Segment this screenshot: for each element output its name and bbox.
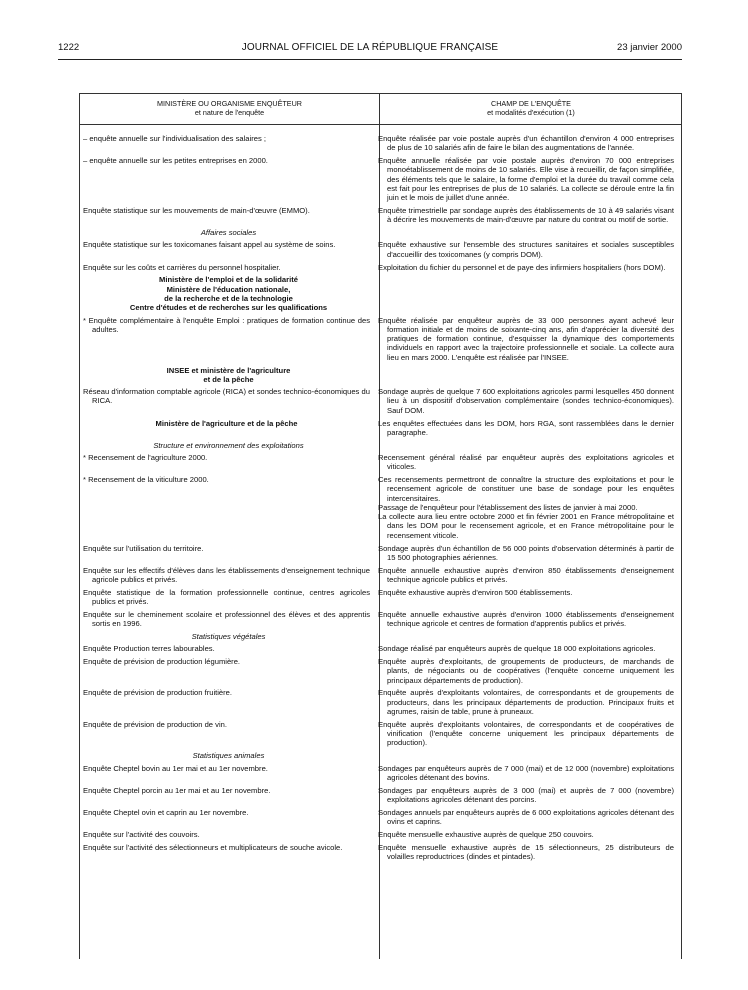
survey-scope: [374, 786, 674, 805]
survey-scope-text: Enquête réalisée par voie postale auprès d'un échantillon d'environ 4 000 entreprises de plus de 10 salariés afin de faire le bilan des augmentations de l'année.: [378, 134, 674, 153]
survey-scope: [374, 263, 674, 272]
column-header-rule: [79, 124, 682, 125]
survey-scope: [374, 566, 674, 585]
survey-name: * Recensement de l'agriculture 2000.: [83, 452, 208, 462]
survey-scope-text: Enquête trimestrielle par sondage auprès des établissements de 10 à 49 salariés visant à décrire les mouvements de main-d'œuvre par nature du contrat ou motif de sortie.: [378, 206, 674, 225]
survey-scope-text: La collecte aura lieu entre octobre 2000 et fin février 2001 en France métropolitaine et dans les DOM pour le recensement agricole, et en France métropolitaine pour le recensement viticole.: [378, 512, 674, 540]
section-heading: [83, 366, 374, 385]
table-row: [83, 610, 678, 629]
survey-scope: [374, 808, 674, 827]
survey-scope: [374, 453, 674, 472]
survey-name: Enquête Cheptel bovin au 1er mai et au 1er novembre.: [83, 763, 268, 773]
section-heading: [83, 275, 374, 312]
survey-scope-text: Les enquêtes effectuées dans les DOM, hors RGA, sont rassemblées dans le dernier paragraphe.: [378, 418, 674, 437]
survey-scope: [374, 240, 674, 259]
table-row: [83, 830, 678, 839]
survey-scope-text: Enquête annuelle exhaustive auprès d'environ 1000 établissements d'enseignement technique agricole et centres de formation d'apprentis publics et privés.: [378, 609, 674, 629]
table-row: [83, 657, 678, 685]
survey-scope-text: Sondages par enquêteurs auprès de 3 000 (mai) et auprès de 7 000 (novembre) exploitations agricoles détenant des porcins.: [378, 785, 674, 804]
survey-scope-text: Enquête auprès d'exploitants volontaires, de correspondants et de coopératives de vinification (l'enquête concerne uniquement les principaux départements de production).: [378, 719, 674, 748]
survey-scope-text: Ces recensements permettront de connaître la structure des exploitations et pour le recensement agricole de constituer une base de sondage pour les enquêtes intercensitaires.: [378, 475, 674, 503]
survey-scope-text: Sondage auprès de quelque 7 600 exploitations agricoles parmi lesquelles 450 donnent lieu à un dispositif d'observation complémentaire (sondes technico-économiques). Sauf DOM.: [378, 387, 674, 415]
survey-scope-text: Sondages par enquêteurs auprès de 7 000 (mai) et de 12 000 (novembre) exploitations agricoles détenant des bovins.: [378, 763, 674, 782]
section-heading-line: Ministère de l'emploi et de la solidarité: [159, 275, 298, 285]
table-row: [83, 566, 678, 585]
header-rule: [58, 59, 682, 60]
survey-name: Enquête sur l'activité des couvoirs.: [83, 829, 200, 839]
table-row: [83, 720, 678, 748]
survey-scope: [374, 830, 674, 839]
journal-title: JOURNAL OFFICIEL DE LA RÉPUBLIQUE FRANÇAISE: [241, 42, 499, 53]
survey-scope: [374, 206, 674, 225]
survey-scope: [374, 134, 674, 153]
survey-scope: [374, 610, 674, 629]
section-heading-text: Statistiques végétales: [191, 631, 266, 641]
survey-scope-text: Sondage réalisé par enquêteurs auprès de quelque 18 000 exploitations agricoles.: [378, 644, 656, 654]
survey-scope: [374, 644, 674, 653]
survey-scope-text: Passage de l'enquêteur pour l'établissement des listes de janvier à mai 2000.: [378, 502, 638, 512]
section-heading: [83, 632, 374, 641]
survey-scope-text: Enquête annuelle exhaustive auprès d'environ 850 établissements d'enseignement technique agricole publics et privés.: [378, 565, 674, 584]
section-heading-line: de la recherche et de la technologie: [164, 293, 293, 303]
column-header-right-title: CHAMP DE L'ENQUÊTE: [491, 99, 571, 108]
column-header-left-title: MINISTÈRE OU ORGANISME ENQUÊTEUR: [157, 99, 302, 108]
survey-scope-text: Enquête auprès d'exploitants volontaires, de correspondants et de groupements de producteurs, dans les principaux départements de production. Principaux fruits et agrumes, raisin de table, prune à pruneaux.: [378, 688, 674, 717]
survey-scope-text: Enquête auprès d'exploitants, de groupements de producteurs, de marchands de plants, de négociants ou de coopératives (l'enquête concerne uniquement les principaux départements de production).: [378, 657, 674, 685]
survey-name: Enquête Production terres labourables.: [83, 644, 215, 654]
survey-scope-text: Exploitation du fichier du personnel et de paye des infirmiers hospitaliers (hors DOM).: [378, 262, 666, 272]
section-heading: [83, 441, 374, 450]
survey-name: Réseau d'information comptable agricole (RICA) et sondes technico-économiques du RICA.: [83, 387, 370, 406]
survey-scope-text: Enquête réalisée par enquêteur auprès de 33 000 personnes ayant achevé leur formation initiale et de moins de soixante-cinq ans, afin d'apprécier la diversité des pratiques de formation continue, d'esquisser la dynamique des comportements individuels en rapport avec la trajectoire professionnelle et sociale. La collecte aura lieu en mars 2000. L'enquête est réalisée par l'INSEE.: [378, 315, 674, 362]
survey-scope: [374, 588, 674, 607]
survey-name: * Recensement de la viticulture 2000.: [83, 475, 209, 484]
survey-scope: [374, 387, 674, 415]
survey-scope: [374, 316, 674, 362]
survey-name: Enquête de prévision de production légumière.: [83, 657, 241, 667]
survey-scope: [374, 843, 674, 862]
table-body: [83, 134, 678, 865]
survey-scope-text: Enquête annuelle réalisée par voie postale auprès d'environ 70 000 entreprises monoétablissement de moins de 10 salariés. Elle vise à recueillir, de façon simplifiée, des éléments tels que le salaire, la forme d'emploi et la durée du travail comme cela est fait pour les entreprises de plus de 10 salariés. La collecte se déroule entre la fin juin et le mois de juillet d'une année.: [378, 156, 674, 203]
column-header-left-subtitle: et nature de l'enquête: [194, 108, 265, 117]
table-row: [83, 843, 678, 862]
table-row: [83, 316, 678, 362]
table-row: [83, 644, 678, 653]
table-row: [83, 134, 678, 153]
table-row: [83, 544, 678, 563]
survey-name: Enquête sur le cheminement scolaire et professionnel des élèves et des apprentis sortis en 1996.: [83, 609, 370, 629]
survey-scope-text: Sondages annuels par enquêteurs auprès de 6 000 exploitations agricoles détenant des ovins et caprins.: [378, 807, 674, 826]
survey-name: Enquête sur les coûts et carrières du personnel hospitalier.: [83, 262, 281, 272]
table-row: [83, 206, 678, 225]
survey-name: Enquête Cheptel porcin au 1er mai et au 1er novembre.: [83, 785, 271, 795]
section-heading-text: Affaires sociales: [200, 228, 257, 238]
table-row: [83, 263, 678, 272]
section-heading-line: INSEE et ministère de l'agriculture: [166, 365, 291, 375]
survey-scope: [374, 475, 674, 540]
survey-name: * Enquête complémentaire à l'enquête Emploi : pratiques de formation continue des adultes.: [83, 315, 370, 334]
survey-scope: [374, 419, 674, 438]
table-row: [83, 387, 678, 415]
table-row: [83, 156, 678, 202]
survey-scope: [374, 764, 674, 783]
survey-name: Enquête de prévision de production fruitière.: [83, 688, 233, 698]
survey-name: Enquête statistique sur les toxicomanes faisant appel au système de soins.: [83, 240, 336, 250]
ministry-heading: Ministère de l'agriculture et de la pêche: [155, 418, 298, 428]
table-row: [83, 808, 678, 827]
survey-name: Enquête sur l'utilisation du territoire.: [83, 543, 204, 553]
table-row: [83, 475, 678, 540]
survey-scope-text: Enquête mensuelle exhaustive auprès de quelque 250 couvoirs.: [378, 829, 594, 839]
table-row: [83, 588, 678, 607]
section-heading-line: Centre d'études et de recherches sur les qualifications: [129, 303, 328, 313]
survey-name: Enquête de prévision de production de vin.: [83, 719, 227, 729]
survey-name: Enquête statistique de la formation professionnelle continue, centres agricoles publics et privés.: [83, 587, 370, 607]
table-row: [83, 764, 678, 783]
survey-name: – enquête annuelle sur les petites entreprises en 2000.: [83, 156, 268, 166]
section-heading-line: et de la pêche: [203, 374, 254, 384]
column-header-right-subtitle: et modalités d'exécution (1): [487, 108, 575, 117]
section-heading-text: Statistiques animales: [192, 751, 265, 761]
survey-name: Enquête statistique sur les mouvements de main-d'œuvre (EMMO).: [83, 206, 310, 216]
survey-scope-text: Sondage auprès d'un échantillon de 56 000 points d'observation déterminés à partir de 15 500 photographies aériennes.: [378, 543, 674, 562]
section-heading-text: Structure et environnement des exploitations: [153, 440, 304, 450]
column-header-left: [80, 99, 379, 117]
table-row: [83, 453, 678, 472]
survey-name: Enquête sur l'activité des sélectionneurs et multiplicateurs de souche avicole.: [83, 842, 343, 852]
survey-scope-text: Enquête exhaustive sur l'ensemble des structures sanitaires et sociales susceptibles d'accueillir des toxicomanes (y compris DOM).: [378, 240, 674, 259]
page-number: 1222: [58, 42, 80, 53]
survey-name: Enquête Cheptel ovin et caprin au 1er novembre.: [83, 807, 249, 817]
survey-name: – enquête annuelle sur l'individualisation des salaires ;: [83, 134, 266, 143]
section-heading: [83, 228, 374, 237]
survey-scope: [374, 544, 674, 563]
table-row: [83, 419, 678, 438]
table-row: [83, 786, 678, 805]
publication-date: 23 janvier 2000: [617, 42, 682, 53]
section-heading: [83, 751, 374, 760]
survey-scope: [374, 720, 674, 748]
table-row: [83, 688, 678, 716]
column-header-right: [380, 99, 682, 117]
survey-scope-text: Enquête mensuelle exhaustive auprès de 15 sélectionneurs, 25 distributeurs de volailles reproductrices (dindes et pintades).: [378, 842, 674, 861]
table-row: [83, 240, 678, 259]
survey-scope: [374, 688, 674, 716]
section-heading-line: Ministère de l'éducation nationale,: [166, 284, 291, 294]
page-header: [58, 42, 682, 56]
survey-scope-text: Enquête exhaustive auprès d'environ 500 établissements.: [378, 587, 573, 597]
survey-scope: [374, 156, 674, 202]
survey-scope-text: Recensement général réalisé par enquêteur auprès des exploitations agricoles et viticoles.: [378, 452, 674, 472]
survey-scope: [374, 657, 674, 685]
survey-name: Enquête sur les effectifs d'élèves dans les établissements d'enseignement technique agricole publics et privés.: [83, 565, 370, 584]
